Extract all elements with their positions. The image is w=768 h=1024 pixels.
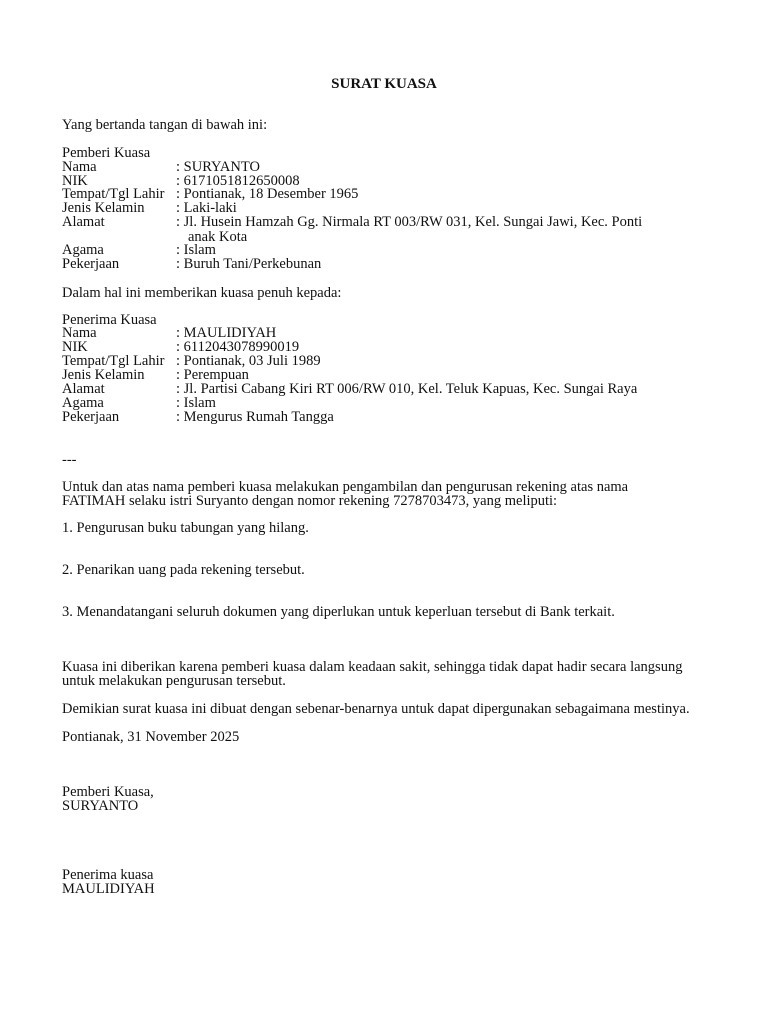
transition-text: Dalam hal ini memberikan kuasa penuh kepada:: [62, 285, 342, 301]
field-value: : 6112043078990019: [176, 339, 300, 355]
field-value: : Buruh Tani/Perkebunan: [176, 256, 322, 272]
signature-receiver-name: MAULIDIYAH: [62, 881, 155, 897]
field-label: Agama: [62, 395, 104, 411]
field-value: : Jl. Partisi Cabang Kiri RT 006/RW 010, Kel. Teluk Kapuas, Kec. Sungai Raya: [176, 381, 638, 397]
field-label: Jenis Kelamin: [62, 200, 145, 216]
field-value: : Islam: [176, 395, 216, 411]
field-label: NIK: [62, 339, 88, 355]
field-value: : Pontianak, 18 Desember 1965: [176, 186, 359, 202]
body-line-1: Untuk dan atas nama pemberi kuasa melakukan pengambilan dan pengurusan rekening atas nama: [62, 479, 629, 495]
field-label: Alamat: [62, 381, 105, 397]
field-label: Agama: [62, 242, 104, 258]
field-value: : MAULIDIYAH: [176, 325, 277, 341]
list-item: 3. Menandatangani seluruh dokumen yang diperlukan untuk keperluan tersebut di Bank terkait.: [62, 604, 615, 620]
document-title: SURAT KUASA: [331, 76, 437, 92]
field-value: : Laki-laki: [176, 200, 237, 216]
closing-text: Demikian surat kuasa ini dibuat dengan sebenar-benarnya untuk dapat dipergunakan sebagaimana mestinya.: [62, 701, 690, 717]
field-value: : Pontianak, 03 Juli 1989: [176, 353, 321, 369]
field-value: : Perempuan: [176, 367, 249, 383]
body-line-2: FATIMAH selaku istri Suryanto dengan nomor rekening 7278703473, yang meliputi:: [62, 493, 558, 509]
field-label: Jenis Kelamin: [62, 367, 145, 383]
field-value-continued: anak Kota: [188, 229, 248, 245]
list-item: 2. Penarikan uang pada rekening tersebut.: [62, 562, 305, 578]
field-value: : 6171051812650008: [176, 173, 300, 189]
field-label: Tempat/Tgl Lahir: [62, 186, 165, 202]
field-label: NIK: [62, 173, 88, 189]
penerima-heading: Penerima Kuasa: [62, 312, 157, 328]
signature-receiver-role: Penerima kuasa: [62, 867, 154, 883]
field-value: : Jl. Husein Hamzah Gg. Nirmala RT 003/RW 031, Kel. Sungai Jawi, Kec. Ponti: [176, 214, 643, 230]
separator: ---: [62, 452, 77, 468]
field-label: Alamat: [62, 214, 105, 230]
reason-line-2: untuk melakukan pengurusan tersebut.: [62, 673, 286, 689]
field-value: : Mengurus Rumah Tangga: [176, 409, 334, 425]
field-label: Pekerjaan: [62, 409, 120, 425]
field-label: Nama: [62, 325, 97, 341]
pemberi-heading: Pemberi Kuasa: [62, 145, 151, 161]
field-label: Tempat/Tgl Lahir: [62, 353, 165, 369]
field-label: Nama: [62, 159, 97, 175]
field-label: Pekerjaan: [62, 256, 120, 272]
signature-giver-name: SURYANTO: [62, 798, 139, 814]
place-date: Pontianak, 31 November 2025: [62, 729, 240, 745]
list-item: 1. Pengurusan buku tabungan yang hilang.: [62, 520, 309, 536]
field-value: : SURYANTO: [176, 159, 260, 175]
field-value: : Islam: [176, 242, 216, 258]
signature-giver-role: Pemberi Kuasa,: [62, 784, 154, 800]
reason-line-1: Kuasa ini diberikan karena pemberi kuasa dalam keadaan sakit, sehingga tidak dapat hadir secara langsung: [62, 659, 683, 675]
intro-text: Yang bertanda tangan di bawah ini:: [62, 117, 268, 133]
